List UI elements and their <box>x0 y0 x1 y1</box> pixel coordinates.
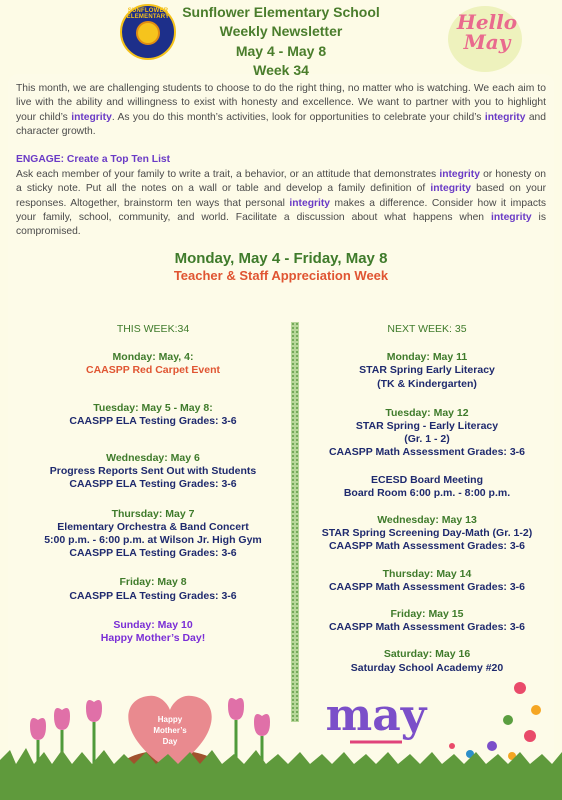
engage-title: ENGAGE: Create a Top Ten List <box>16 154 171 165</box>
event-block: Thursday: May 14 CAASPP Math Assessment Grades: 3-6 <box>328 567 526 593</box>
spring-decoration <box>0 660 562 800</box>
svg-text:Day: Day <box>162 737 178 746</box>
event-block: Friday: May 15 CAASPP Math Assessment Grades: 3-6 <box>328 608 526 634</box>
event-block: ECESD Board Meeting Board Room 6:00 p.m. - 8:00 p.m. <box>343 473 511 499</box>
next-week-heading: NEXT WEEK: 35 <box>387 323 467 335</box>
event-block: Monday: May 11 STAR Spring Early Literacy (TK & Kindergarten) <box>359 351 495 390</box>
svg-text:Happy: Happy <box>157 715 183 724</box>
event-block: Saturday: May 16 Saturday School Academy #20 <box>350 648 504 674</box>
week-number: Week 34 <box>253 62 309 78</box>
intro-paragraph: This month, we are challenging students to choose to do the right thing, no matter who is watching. We each aim to live with the ability and willingness to exist with honesty and excellence. We want to partner with you to highlight your child’s integrity. As you do this month’s activities, look for opportunities to celebrate your child’s integrity and character growth. <box>16 83 546 137</box>
week-range-title: Monday, May 4 - Friday, May 8 <box>174 250 388 267</box>
may-art-icon <box>326 690 428 742</box>
event-block: Tuesday: May 12 STAR Spring - Early Literacy (Gr. 1 - 2) CAASPP Math Assessment Grades: 3-6 <box>328 406 526 459</box>
engage-paragraph: Ask each member of your family to write a trait, a behavior, or an attitude that demonstrates integrity or honesty on a sticky note. Put all the notes on a wall or table and develop a family definition of integrity based on your responses. Altogether, brainstorm ten ways that personal integrity makes a difference. Consider how it impacts your family, school, community, and world. Facilitate a discussion about what happens when integrity is compromised. <box>16 169 547 238</box>
event-block: Monday: May, 4: CAASPP Red Carpet Event <box>85 351 220 377</box>
grass-border <box>0 748 562 800</box>
event-block: Thursday: May 7 Elementary Orchestra & Band Concert 5:00 p.m. - 6:00 p.m. at Wilson Jr. High Gym CAASPP ELA Testing Grades: 3-6 <box>44 507 262 560</box>
newsletter-dates: May 4 - May 8 <box>235 43 327 59</box>
event-block: Wednesday: May 6 Progress Reports Sent Out with Students CAASPP ELA Testing Grades: 3-6 <box>49 452 257 491</box>
hello-may-text: Hello May <box>456 10 518 54</box>
event-block: Friday: May 8 CAASPP ELA Testing Grades: 3-6 <box>69 576 237 602</box>
appreciation-week-title: Teacher & Staff Appreciation Week <box>173 268 389 283</box>
floral-ornament-icon <box>449 682 541 760</box>
svg-text:may: may <box>325 690 427 741</box>
event-block: Tuesday: May 5 - May 8: CAASPP ELA Testing Grades: 3-6 <box>69 401 237 427</box>
event-block: Sunday: May 10 Happy Mother’s Day! <box>100 618 206 645</box>
newsletter-title: Weekly Newsletter <box>219 23 343 39</box>
school-name: Sunflower Elementary School <box>182 4 380 20</box>
svg-text:Mother’s: Mother’s <box>153 726 187 735</box>
next-week-column <box>300 323 554 688</box>
event-block: Wednesday: May 13 STAR Spring Screening Day-Math (Gr. 1-2) CAASPP Math Assessment Grades: 3-6 <box>321 514 533 553</box>
this-week-heading: THIS WEEK:34 <box>116 323 190 335</box>
logo-text: SUNFLOWER ELEMENTARY <box>126 8 170 20</box>
this-week-column <box>22 323 284 659</box>
